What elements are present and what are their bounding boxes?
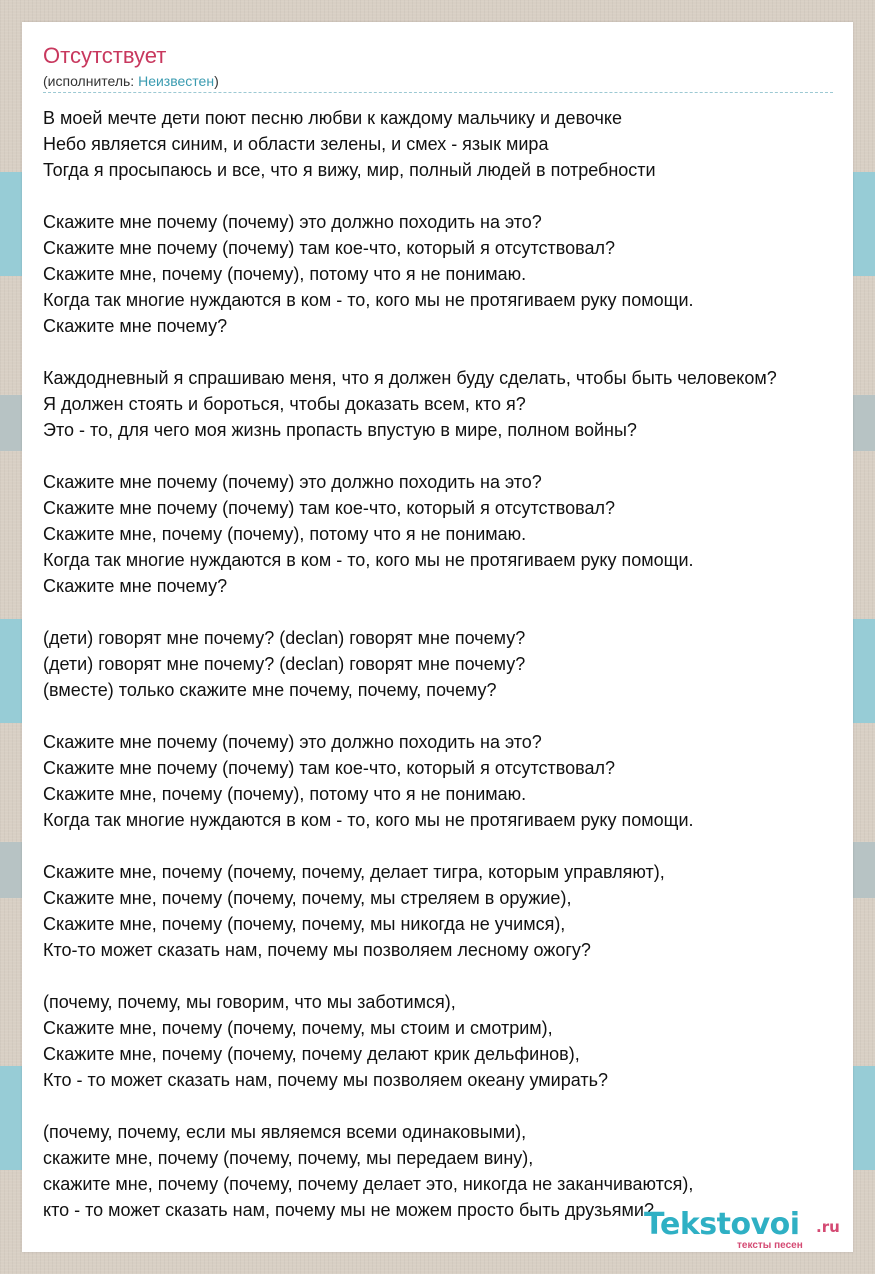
lyrics-card [22, 22, 853, 1252]
site-logo[interactable] [644, 1207, 853, 1252]
lyrics-line: Кто-то может сказать нам, почему мы позволяем лесному ожогу? [43, 940, 591, 960]
lyrics-line: Скажите мне почему (почему) там кое-что, который я отсутствовал? [43, 238, 616, 258]
lyrics-line: (дети) говорят мне почему? (declan) говорят мне почему? [43, 654, 526, 674]
lyrics-line: Скажите мне почему (почему) там кое-что, который я отсутствовал? [43, 758, 616, 778]
lyrics-line: Кто - то может сказать нам, почему мы позволяем океану умирать? [43, 1070, 608, 1090]
lyrics-stanza [43, 469, 853, 599]
lyrics-line: (вместе) только скажите мне почему, почему, почему? [43, 680, 497, 700]
lyrics-line: Скажите мне, почему (почему), потому что я не понимаю. [43, 264, 527, 284]
lyrics-line: Скажите мне почему (почему) это должно походить на это? [43, 732, 542, 752]
lyrics-line: Когда так многие нуждаются в ком - то, кого мы не протягиваем руку помощи. [43, 550, 694, 570]
logo-wordmark: Tekstovoi [644, 1207, 800, 1242]
header-divider [43, 92, 833, 93]
lyrics-line: Скажите мне, почему (почему), потому что я не понимаю. [43, 784, 527, 804]
artist-prefix: (исполнитель: [43, 73, 139, 89]
lyrics-stanza [43, 989, 853, 1093]
lyrics-line: Тогда я просыпаюсь и все, что я вижу, мир, полный людей в потребности [43, 160, 656, 180]
lyrics-line: Когда так многие нуждаются в ком - то, кого мы не протягиваем руку помощи. [43, 290, 694, 310]
lyrics-stanza [43, 365, 853, 443]
artist-suffix: ) [214, 73, 219, 89]
lyrics-line: Когда так многие нуждаются в ком - то, кого мы не протягиваем руку помощи. [43, 810, 694, 830]
lyrics-line: Скажите мне почему (почему) это должно походить на это? [43, 472, 542, 492]
lyrics-line: кто - то может сказать нам, почему мы не можем просто быть друзьями? [43, 1200, 654, 1220]
song-title: Отсутствует [43, 43, 167, 68]
lyrics-stanza [43, 625, 853, 703]
lyrics-text [43, 105, 853, 1249]
lyrics-line: Это - то, для чего моя жизнь пропасть впустую в мире, полном войны? [43, 420, 637, 440]
lyrics-stanza [43, 105, 853, 183]
lyrics-line: скажите мне, почему (почему, почему, мы передаем вину), [43, 1148, 534, 1168]
lyrics-line: Скажите мне почему? [43, 576, 228, 596]
lyrics-line: (почему, почему, если мы являемся всеми одинаковыми), [43, 1122, 527, 1142]
lyrics-line: Небо является синим, и области зелены, и смех - язык мира [43, 134, 549, 154]
lyrics-line: Скажите мне почему? [43, 316, 228, 336]
lyrics-stanza [43, 859, 853, 963]
lyrics-stanza [43, 729, 853, 833]
lyrics-line: Я должен стоять и бороться, чтобы доказать всем, кто я? [43, 394, 526, 414]
lyrics-line: Скажите мне почему (почему) это должно походить на это? [43, 212, 542, 232]
lyrics-line: Скажите мне, почему (почему, почему, мы стреляем в оружие), [43, 888, 572, 908]
logo-domain: .ru [816, 1218, 840, 1236]
lyrics-line: Скажите мне, почему (почему, почему, мы никогда не учимся), [43, 914, 566, 934]
lyrics-line: Каждодневный я спрашиваю меня, что я должен буду сделать, чтобы быть человеком? [43, 368, 777, 388]
song-artist-line [43, 73, 219, 89]
lyrics-line: Скажите мне, почему (почему, почему, мы стоим и смотрим), [43, 1018, 553, 1038]
lyrics-line: Скажите мне, почему (почему), потому что я не понимаю. [43, 524, 527, 544]
lyrics-line: (почему, почему, мы говорим, что мы заботимся), [43, 992, 456, 1012]
lyrics-line: (дети) говорят мне почему? (declan) говорят мне почему? [43, 628, 526, 648]
lyrics-line: Скажите мне, почему (почему, почему, делает тигра, которым управляют), [43, 862, 665, 882]
lyrics-line: Скажите мне почему (почему) там кое-что, который я отсутствовал? [43, 498, 616, 518]
lyrics-line: В моей мечте дети поют песню любви к каждому мальчику и девочке [43, 108, 623, 128]
lyrics-line: Скажите мне, почему (почему, почему делают крик дельфинов), [43, 1044, 580, 1064]
artist-link[interactable]: Неизвестен [138, 73, 215, 89]
logo-tagline: тексты песен [737, 1240, 803, 1251]
lyrics-stanza [43, 209, 853, 339]
lyrics-line: скажите мне, почему (почему, почему делает это, никогда не заканчиваются), [43, 1174, 694, 1194]
